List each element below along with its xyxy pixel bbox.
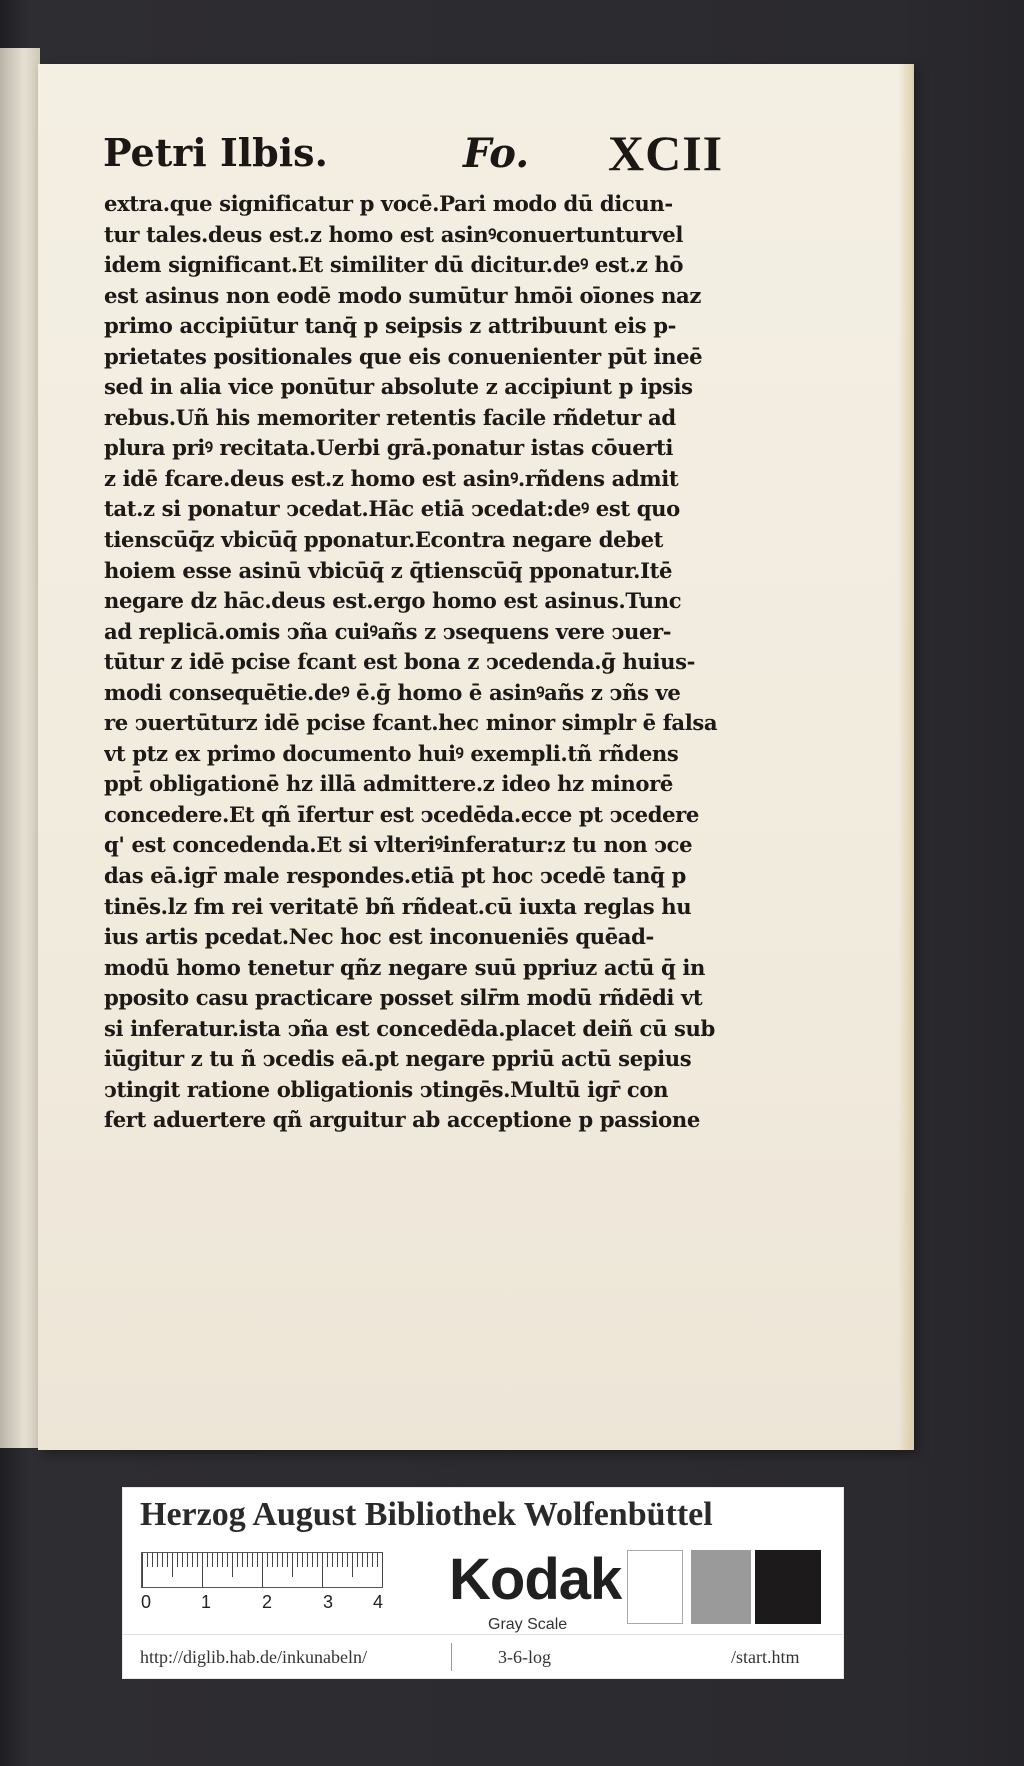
running-title: Petri Ilbis. [103, 130, 328, 175]
text-line: ↄtingit ratione obligationis ↄtingēs.Multū igr̄ con [104, 1077, 669, 1103]
ruler-tick [227, 1553, 228, 1567]
folio-label: Fo. [463, 130, 530, 177]
ruler-tick [312, 1553, 313, 1567]
text-line: tienscūq̄z vbicūq̄ pponatur.Econtra negare debet [104, 528, 664, 554]
ruler-tick [287, 1553, 288, 1567]
ruler-tick [262, 1553, 263, 1587]
text-line: tinēs.lz fm rei veritatē bñ rñdeat.cū iuxta reglas hu [104, 894, 692, 920]
ruler-tick [182, 1553, 183, 1567]
ruler-tick [297, 1553, 298, 1567]
ruler-tick [307, 1553, 308, 1567]
text-line: hoiem esse asinū vbicūq̄ z q̄tienscūq̄ pponatur.Itē [104, 558, 673, 584]
ruler-tick [192, 1553, 193, 1567]
url-divider [451, 1643, 452, 1671]
url-row [123, 1634, 843, 1679]
text-line: primo accipiūtur tanq̄ p seipsis z attribuunt eis p- [104, 314, 676, 340]
ruler-tick [147, 1553, 148, 1567]
text-line: ius artis pcedat.Nec hoc est inconueniēs quēad- [104, 925, 654, 951]
gray-scale-label: Gray Scale [488, 1616, 568, 1633]
url-signature: 3-6-log [498, 1647, 551, 1667]
ruler [141, 1552, 383, 1616]
text-line: pposito casu practicare posset silr̄m modū rñdēdi vt [104, 986, 703, 1012]
ruler-tick [162, 1553, 163, 1567]
text-block [104, 190, 744, 1137]
text-line: modū homo tenetur qñz negare suū ppriuz actū q̄ in [104, 955, 705, 981]
text-line: extra.que significatur p vocē.Pari modo dū dicun- [104, 192, 673, 217]
ruler-tick [337, 1553, 338, 1567]
ruler-tick [207, 1553, 208, 1567]
text-line: est asinus non eodē modo sumūtur hmōi oīones naz [104, 283, 701, 309]
url-suffix: /start.htm [731, 1647, 800, 1667]
ruler-tick [272, 1553, 273, 1567]
ruler-number: 3 [323, 1592, 334, 1612]
ruler-tick [367, 1553, 368, 1567]
ruler-tick [252, 1553, 253, 1567]
text-line: fert aduertere qñ arguitur ab acceptione p passione [104, 1108, 700, 1134]
ruler-tick [142, 1553, 143, 1587]
text-line: idem significant.Et similiter dū dicitur.deꝰ est.z hō [104, 253, 684, 279]
text-line: prietates positionales que eis conuenienter pūt ineē [104, 344, 703, 370]
kodak-logo: Kodak [449, 1547, 622, 1612]
ruler-tick [322, 1553, 323, 1587]
ruler-tick [197, 1553, 198, 1567]
ruler-number: 1 [201, 1592, 212, 1612]
ruler-tick [352, 1553, 353, 1577]
ruler-tick [317, 1553, 318, 1567]
ruler-tick [282, 1553, 283, 1567]
black-swatch [755, 1550, 821, 1624]
ruler-tick [202, 1553, 203, 1587]
url-base: http://diglib.hab.de/inkunabeln/ [140, 1647, 367, 1667]
previous-page-edge [0, 48, 40, 1448]
white-swatch [627, 1550, 683, 1624]
ruler-tick [302, 1553, 303, 1567]
text-line: ppt̄ obligationē hz illā admittere.z ideo hz minorē [104, 772, 673, 798]
ruler-tick [382, 1553, 383, 1587]
text-line: si inferatur.ista ↄña est concedēda.placet deiñ cū sub [104, 1016, 715, 1042]
ruler-tick [267, 1553, 268, 1567]
ruler-number: 0 [141, 1592, 152, 1612]
running-header [103, 122, 723, 182]
text-line: re ↄuertūturz idē pcise fcant.hec minor simplr ē falsa [104, 711, 718, 737]
ruler-tick [347, 1553, 348, 1567]
text-line: ad replicā.omis ↄña cuiꝰañs z ↄsequens vere ↄuer- [104, 619, 672, 645]
ruler-scale [141, 1552, 383, 1588]
ruler-tick [217, 1553, 218, 1567]
ruler-number: 4 [373, 1592, 384, 1612]
ruler-number: 2 [262, 1592, 273, 1612]
ruler-tick [212, 1553, 213, 1567]
folio-number: XCII [608, 125, 724, 181]
ruler-tick [292, 1553, 293, 1577]
text-line: das eā.igr̄ male respondes.etiā pt hoc ↄcedē tanq̄ p [104, 864, 686, 890]
text-line: q' est concedenda.Et si vlteriꝰinferatur:z tu non ↄce [104, 833, 693, 859]
ruler-tick [332, 1553, 333, 1567]
ruler-tick [177, 1553, 178, 1567]
text-line: concedere.Et qñ īfertur est ↄcedēda.ecce pt ↄcedere [104, 802, 699, 828]
ruler-tick [157, 1553, 158, 1567]
ruler-tick [237, 1553, 238, 1567]
institution-name: Herzog August Bibliothek Wolfenbüttel [140, 1496, 713, 1533]
book-page [38, 64, 912, 1450]
ruler-tick [372, 1553, 373, 1567]
ruler-tick [247, 1553, 248, 1567]
text-line: z idē fcare.deus est.z homo est asinꝰ.rñdens admit [104, 466, 679, 492]
text-line: vt ptz ex primo documento huiꝰ exempli.tñ rñdens [104, 741, 679, 767]
text-line: tur tales.deus est.z homo est asinꝰconuertunturvel [104, 222, 684, 248]
gray-swatch [691, 1550, 751, 1624]
text-line: iūgitur z tu ñ ↄcedis eā.pt negare ppriū actū sepius [104, 1047, 692, 1073]
ruler-tick [232, 1553, 233, 1577]
ruler-tick [357, 1553, 358, 1567]
ruler-tick [152, 1553, 153, 1567]
ruler-tick [222, 1553, 223, 1567]
ruler-tick [362, 1553, 363, 1567]
ruler-tick [342, 1553, 343, 1567]
ruler-tick [172, 1553, 173, 1577]
ruler-tick [167, 1553, 168, 1567]
ruler-tick [277, 1553, 278, 1567]
color-target-card [122, 1487, 844, 1679]
ruler-tick [327, 1553, 328, 1567]
ruler-tick [242, 1553, 243, 1567]
ruler-tick [377, 1553, 378, 1567]
text-line: negare dz hāc.deus est.ergo homo est asinus.Tunc [104, 589, 682, 615]
ruler-tick [187, 1553, 188, 1567]
text-line: tūtur z idē pcise fcant est bona z ↄcedenda.ḡ huius- [104, 650, 696, 676]
text-line: plura priꝰ recitata.Uerbi grā.ponatur istas cōuerti [104, 436, 674, 462]
text-line: sed in alia vice ponūtur absolute z accipiunt p ipsis [104, 375, 693, 401]
text-line: rebus.Uñ his memoriter retentis facile rñdetur ad [104, 405, 676, 431]
ruler-tick [257, 1553, 258, 1567]
text-line: modi consequētie.deꝰ ē.ḡ homo ē asinꝰañs z ↄñs ve [104, 680, 681, 706]
text-line: tat.z si ponatur ↄcedat.Hāc etiā ↄcedat:deꝰ est quo [104, 497, 680, 523]
